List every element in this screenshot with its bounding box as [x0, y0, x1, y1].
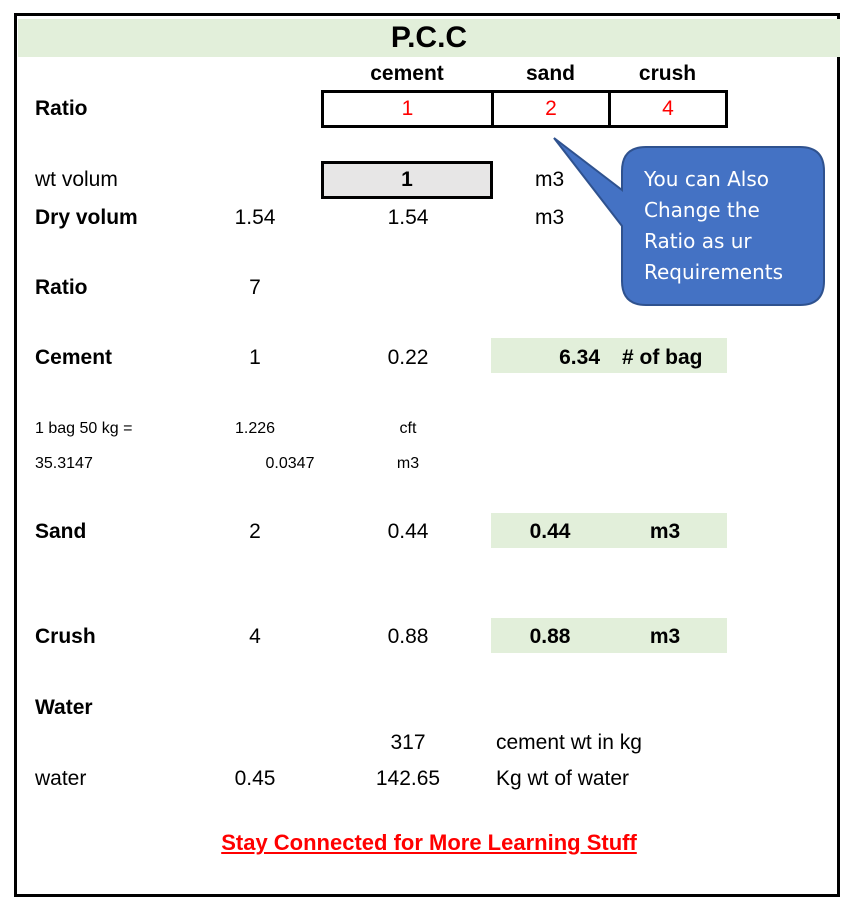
bag-m3-value: 0.0347: [265, 455, 315, 472]
dry-volume-factor: 1.54: [234, 206, 276, 229]
header-cement: cement: [370, 62, 444, 85]
crush-volume: 0.88: [387, 625, 429, 648]
water-heading: Water: [35, 696, 93, 719]
cement-result: 6.34: [559, 346, 600, 369]
dry-volume-value: 1.54: [387, 206, 429, 229]
crush-result: 0.88: [529, 625, 571, 648]
cement-weight-value: 317: [390, 731, 426, 754]
water-label: water: [35, 767, 87, 790]
ratio-sand-input[interactable]: 2: [491, 90, 611, 128]
sand-label: Sand: [35, 520, 87, 543]
callout-line-4: Requirements: [644, 260, 784, 284]
ratio-label: Ratio: [35, 97, 88, 120]
sheet-title: P.C.C: [390, 21, 468, 54]
crush-part: 4: [249, 625, 261, 648]
dry-volume-unit: m3: [535, 206, 565, 229]
header-crush: crush: [638, 62, 697, 85]
header-sand: sand: [525, 62, 575, 85]
ratio-sum-label: Ratio: [35, 276, 88, 299]
cement-weight-desc: cement wt in kg: [496, 731, 642, 754]
cement-label: Cement: [35, 346, 113, 369]
ratio-sum-value: 7: [249, 276, 261, 299]
dry-volume-label: Dry volum: [35, 206, 138, 229]
wet-volume-unit: m3: [535, 168, 565, 191]
sand-volume: 0.44: [387, 520, 429, 543]
sand-result: 0.44: [529, 520, 571, 543]
bag-cft-unit: cft: [399, 420, 417, 437]
bag-cft-value: 1.226: [234, 420, 276, 437]
sand-result-unit: m3: [649, 520, 681, 543]
callout-line-3: Ratio as ur: [644, 229, 752, 253]
crush-label: Crush: [35, 625, 96, 648]
cft-to-m3-factor: 35.3147: [35, 455, 93, 472]
footer-link[interactable]: Stay Connected for More Learning Stuff: [221, 830, 637, 855]
cement-volume: 0.22: [387, 346, 429, 369]
bag-weight-label: 1 bag 50 kg =: [35, 420, 133, 437]
callout-text: [644, 164, 814, 288]
wet-volume-input[interactable]: 1: [321, 161, 493, 199]
crush-result-unit: m3: [649, 625, 681, 648]
cement-result-unit: # of bag: [622, 346, 703, 369]
water-weight-desc: Kg wt of water: [496, 767, 630, 790]
callout-line-1: You can Also: [644, 167, 770, 191]
water-ratio: 0.45: [234, 767, 276, 790]
water-weight-value: 142.65: [375, 767, 441, 790]
bag-m3-unit: m3: [396, 455, 420, 472]
callout-line-2: Change the: [644, 198, 760, 222]
sand-part: 2: [249, 520, 261, 543]
ratio-cement-input[interactable]: 1: [321, 90, 494, 128]
wet-volume-label: wt volum: [35, 168, 118, 191]
ratio-crush-input[interactable]: 4: [608, 90, 728, 128]
cement-part: 1: [249, 346, 261, 369]
